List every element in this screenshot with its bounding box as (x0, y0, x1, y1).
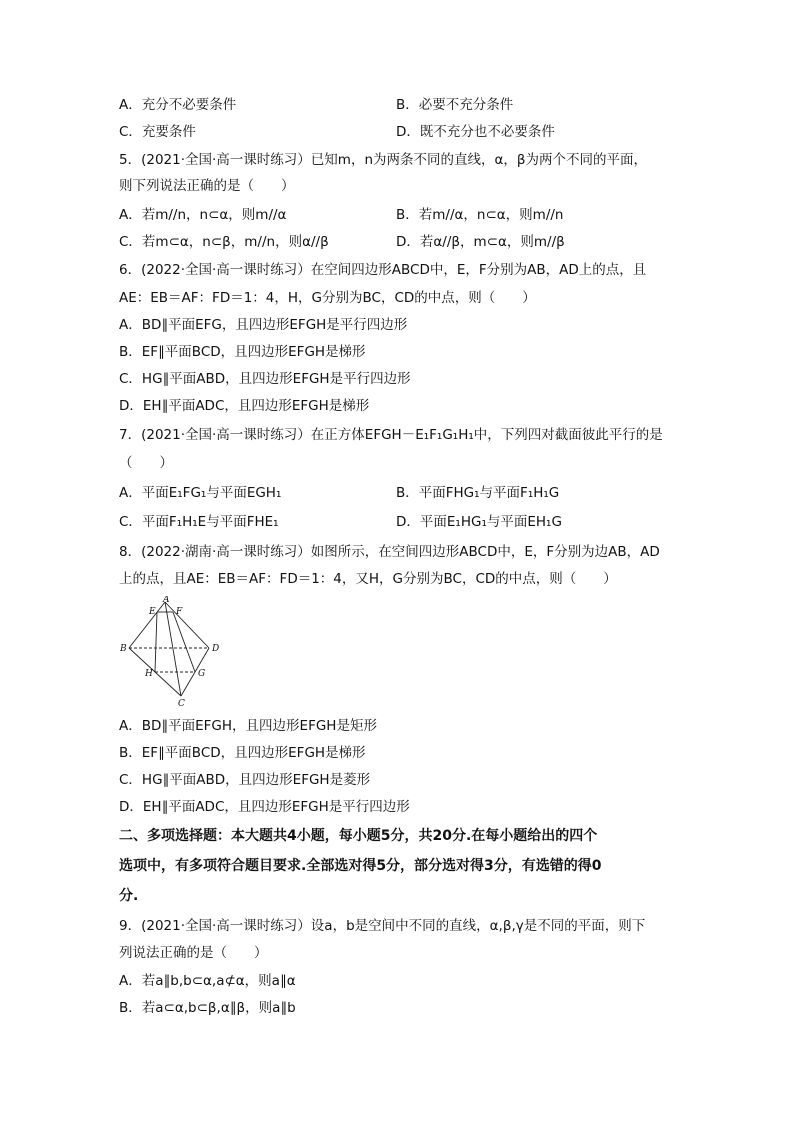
q8-stem-line1: 8．(2022·湖南·高一课时练习）如图所示，在空间四边形ABCD中，E，F分别为边AB，AD (119, 544, 660, 560)
q7-stem-line2: （ ） (119, 455, 173, 471)
label-b: B (120, 644, 127, 654)
section2-heading-line1: 二、多项选择题：本大题共4小题，每小题5分，共20分.在每小题给出的四个 (119, 828, 598, 844)
label-f: F (176, 607, 183, 617)
tetrahedron-diagram (112, 596, 232, 708)
label-c: C (178, 699, 185, 708)
q7-option-d: D．平面E₁HG₁与平面EH₁G (396, 514, 562, 530)
q7-option-a: A．平面E₁FG₁与平面EGH₁ (119, 485, 282, 501)
q4-option-d: D．既不充分也不必要条件 (396, 124, 555, 140)
q9-stem-line1: 9．(2021·全国·高一课时练习）设a，b是空间中不同的直线，α,β,γ是不同的平面，则下 (119, 918, 646, 934)
q4-option-c: C．充要条件 (119, 124, 196, 140)
q6-option-c: C．HG∥平面ABD，且四边形EFGH是平行四边形 (119, 371, 411, 387)
q9-option-a: A．若a∥b,b⊂α,a⊄α，则a∥α (119, 973, 296, 989)
tetrahedron-figure (112, 596, 232, 708)
q6-option-b: B．EF∥平面BCD，且四边形EFGH是梯形 (119, 344, 366, 360)
q7-stem-line1: 7．(2021·全国·高一课时练习）在正方体EFGH－E₁F₁G₁H₁中，下列四对截面彼此平行的是 (119, 427, 663, 443)
label-g: G (198, 669, 206, 679)
edge-ab (129, 602, 165, 648)
q8-option-a: A．BD∥平面EFGH，且四边形EFGH是矩形 (119, 718, 377, 734)
q9-option-b: B．若a⊂α,b⊂β,α∥β，则a∥b (119, 1000, 296, 1016)
q6-option-a: A．BD∥平面EFG，且四边形EFGH是平行四边形 (119, 317, 408, 333)
q8-option-b: B．EF∥平面BCD，且四边形EFGH是梯形 (119, 745, 366, 761)
q4-option-a: A．充分不必要条件 (119, 97, 237, 113)
q8-option-d: D．EH∥平面ADC，且四边形EFGH是平行四边形 (119, 799, 410, 815)
q7-option-b: B．平面FHG₁与平面F₁H₁G (396, 485, 560, 501)
label-h: H (145, 669, 153, 679)
q5-option-c: C．若m⊂α，n⊂β，m//n，则α//β (119, 234, 329, 250)
q5-option-b: B．若m//α，n⊂α，则m//n (396, 207, 564, 223)
q5-stem-line2: 则下列说法正确的是（ ） (119, 178, 295, 194)
label-a: A (163, 596, 170, 605)
q7-option-c: C．平面F₁H₁E与平面FHE₁ (119, 514, 279, 530)
q6-stem-line2: AE：EB＝AF：FD＝1：4，H，G分别为BC，CD的中点，则（ ） (119, 290, 536, 306)
section2-heading-line3: 分. (119, 888, 139, 904)
segment-eh (155, 612, 157, 672)
q5-stem-line1: 5．(2021·全国·高一课时练习）已知m，n为两条不同的直线，α，β为两个不同的平面， (119, 152, 648, 168)
label-d: D (212, 644, 220, 654)
q5-option-a: A．若m//n，n⊂α，则m//α (119, 207, 287, 223)
q6-option-d: D．EH∥平面ADC，且四边形EFGH是梯形 (119, 398, 370, 414)
label-e: E (149, 607, 156, 617)
segment-fg (173, 612, 195, 672)
q8-option-c: C．HG∥平面ABD，且四边形EFGH是菱形 (119, 772, 371, 788)
q4-option-b: B．必要不充分条件 (396, 97, 514, 113)
q6-stem-line1: 6．(2022·全国·高一课时练习）在空间四边形ABCD中，E，F分别为AB，AD上的点，且 (119, 262, 647, 278)
q9-stem-line2: 列说法正确的是（ ） (119, 945, 268, 961)
section2-heading-line2: 选项中，有多项符合题目要求.全部选对得5分，部分选对得3分，有选错的得0 (119, 858, 602, 874)
q5-option-d: D．若α//β，m⊂α，则m//β (396, 234, 565, 250)
q8-stem-line2: 上的点，且AE：EB＝AF：FD＝1：4，又H，G分别为BC，CD的中点，则（ ） (119, 571, 617, 587)
